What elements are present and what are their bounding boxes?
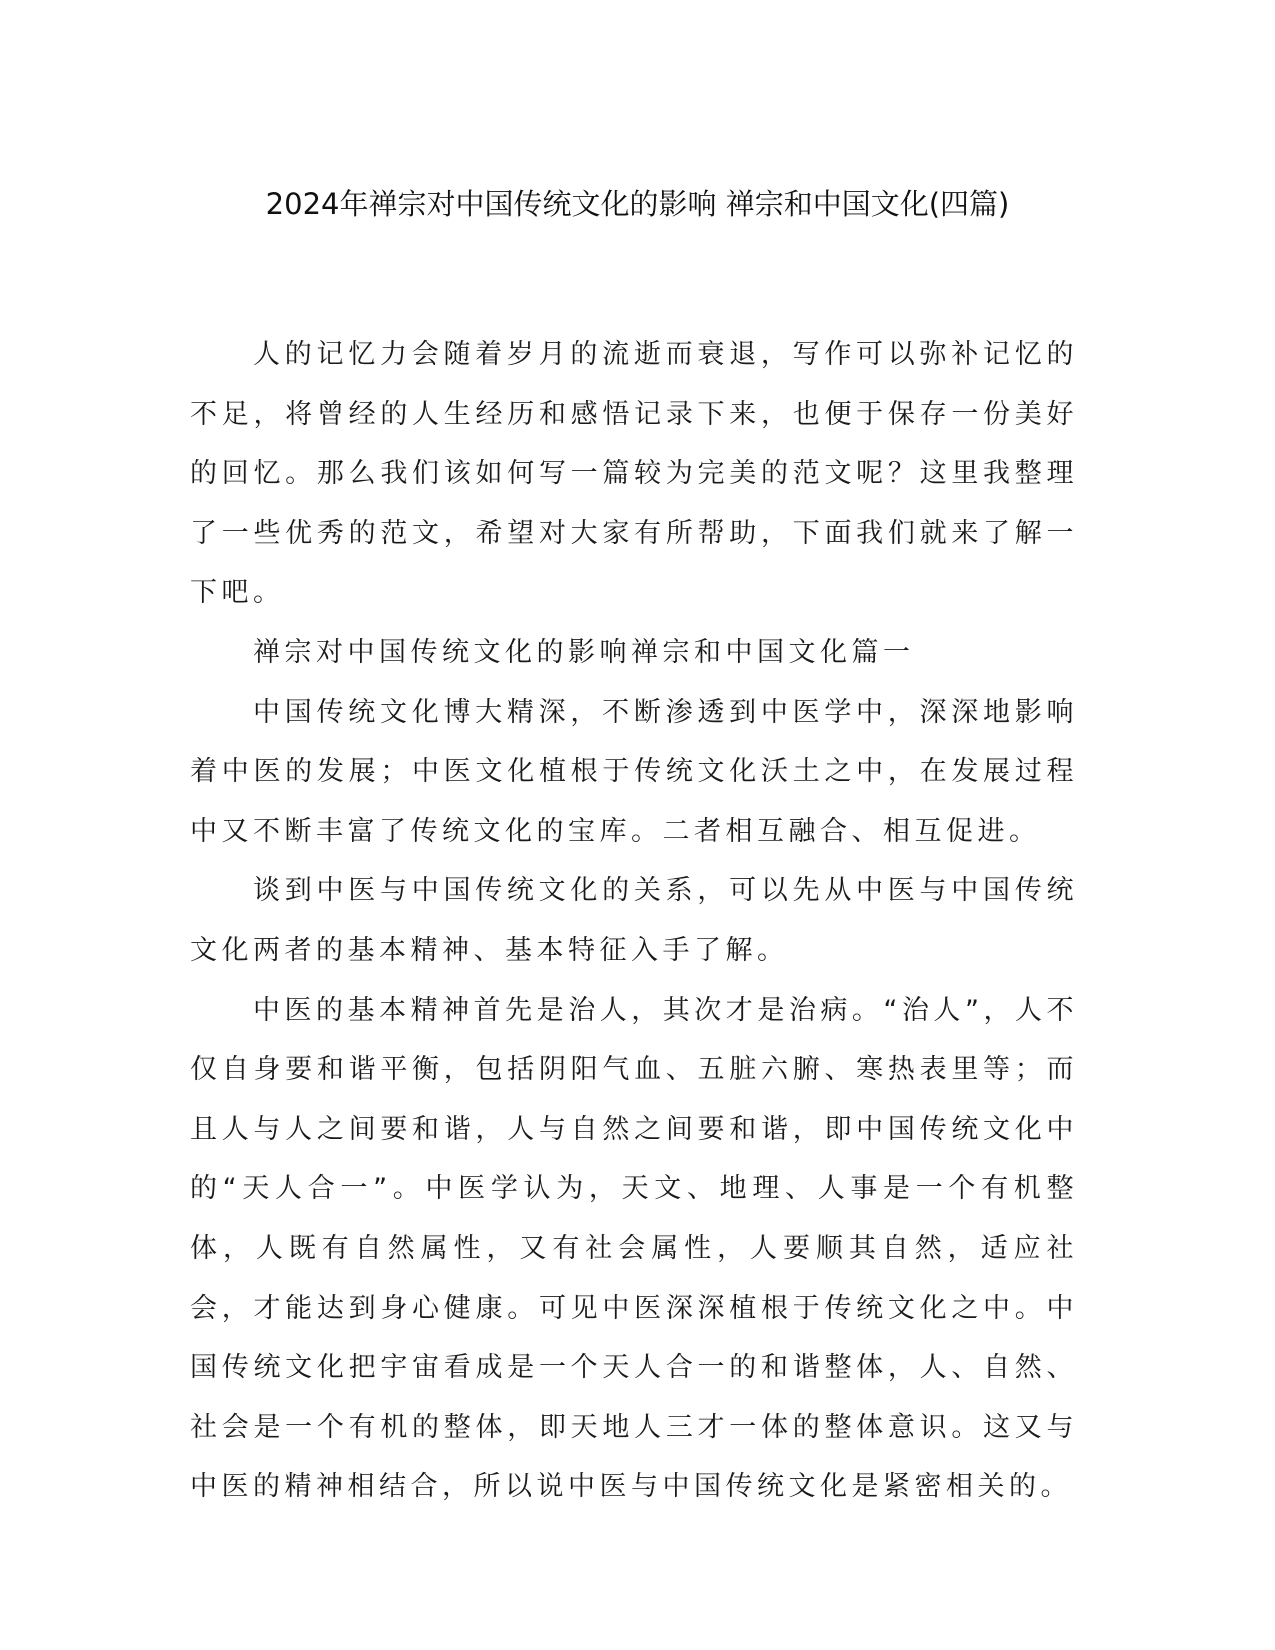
intro-paragraph: 人的记忆力会随着岁月的流逝而衰退，写作可以弥补记忆的不足，将曾经的人生经历和感悟记录下来，也便于保存一份美好的回忆。那么我们该如何写一篇较为完美的范文呢？这里我整理了一些优秀的范文，希望对大家有所帮助，下面我们就来了解一下吧。	[190, 339, 1078, 609]
body-paragraph: 中医的基本精神首先是治人，其次才是治病。“治人”，人不仅自身要和谐平衡，包括阴阳气血、五脏六腑、寒热表里等；而且人与人之间要和谐，人与自然之间要和谐，即中国传统文化中的“天人合一”。中医学认为，天文、地理、人事是一个有机整体，人既有自然属性，又有社会属性，人要顺其自然，适应社会，才能达到身心健康。可见中医深深植根于传统文化之中。中国传统文化把宇宙看成是一个天人合一的和谐整体，人、自然、社会是一个有机的整体，即天地人三才一体的整体意识。这又与中医的精神相结合，所以说中医与中国传统文化是紧密相关的。	[190, 994, 1078, 1503]
section-heading: 禅宗对中国传统文化的影响禅宗和中国文化篇一	[253, 636, 915, 668]
document-body	[190, 325, 1078, 1517]
document-title: 2024年禅宗对中国传统文化的影响 禅宗和中国文化(四篇)	[265, 187, 1010, 221]
body-paragraph: 中国传统文化博大精深，不断渗透到中医学中，深深地影响着中医的发展；中医文化植根于传统文化沃土之中，在发展过程中又不断丰富了传统文化的宝库。二者相互融合、相互促进。	[190, 696, 1078, 847]
body-paragraph: 谈到中医与中国传统文化的关系，可以先从中医与中国传统文化两者的基本精神、基本特征入手了解。	[190, 875, 1078, 966]
